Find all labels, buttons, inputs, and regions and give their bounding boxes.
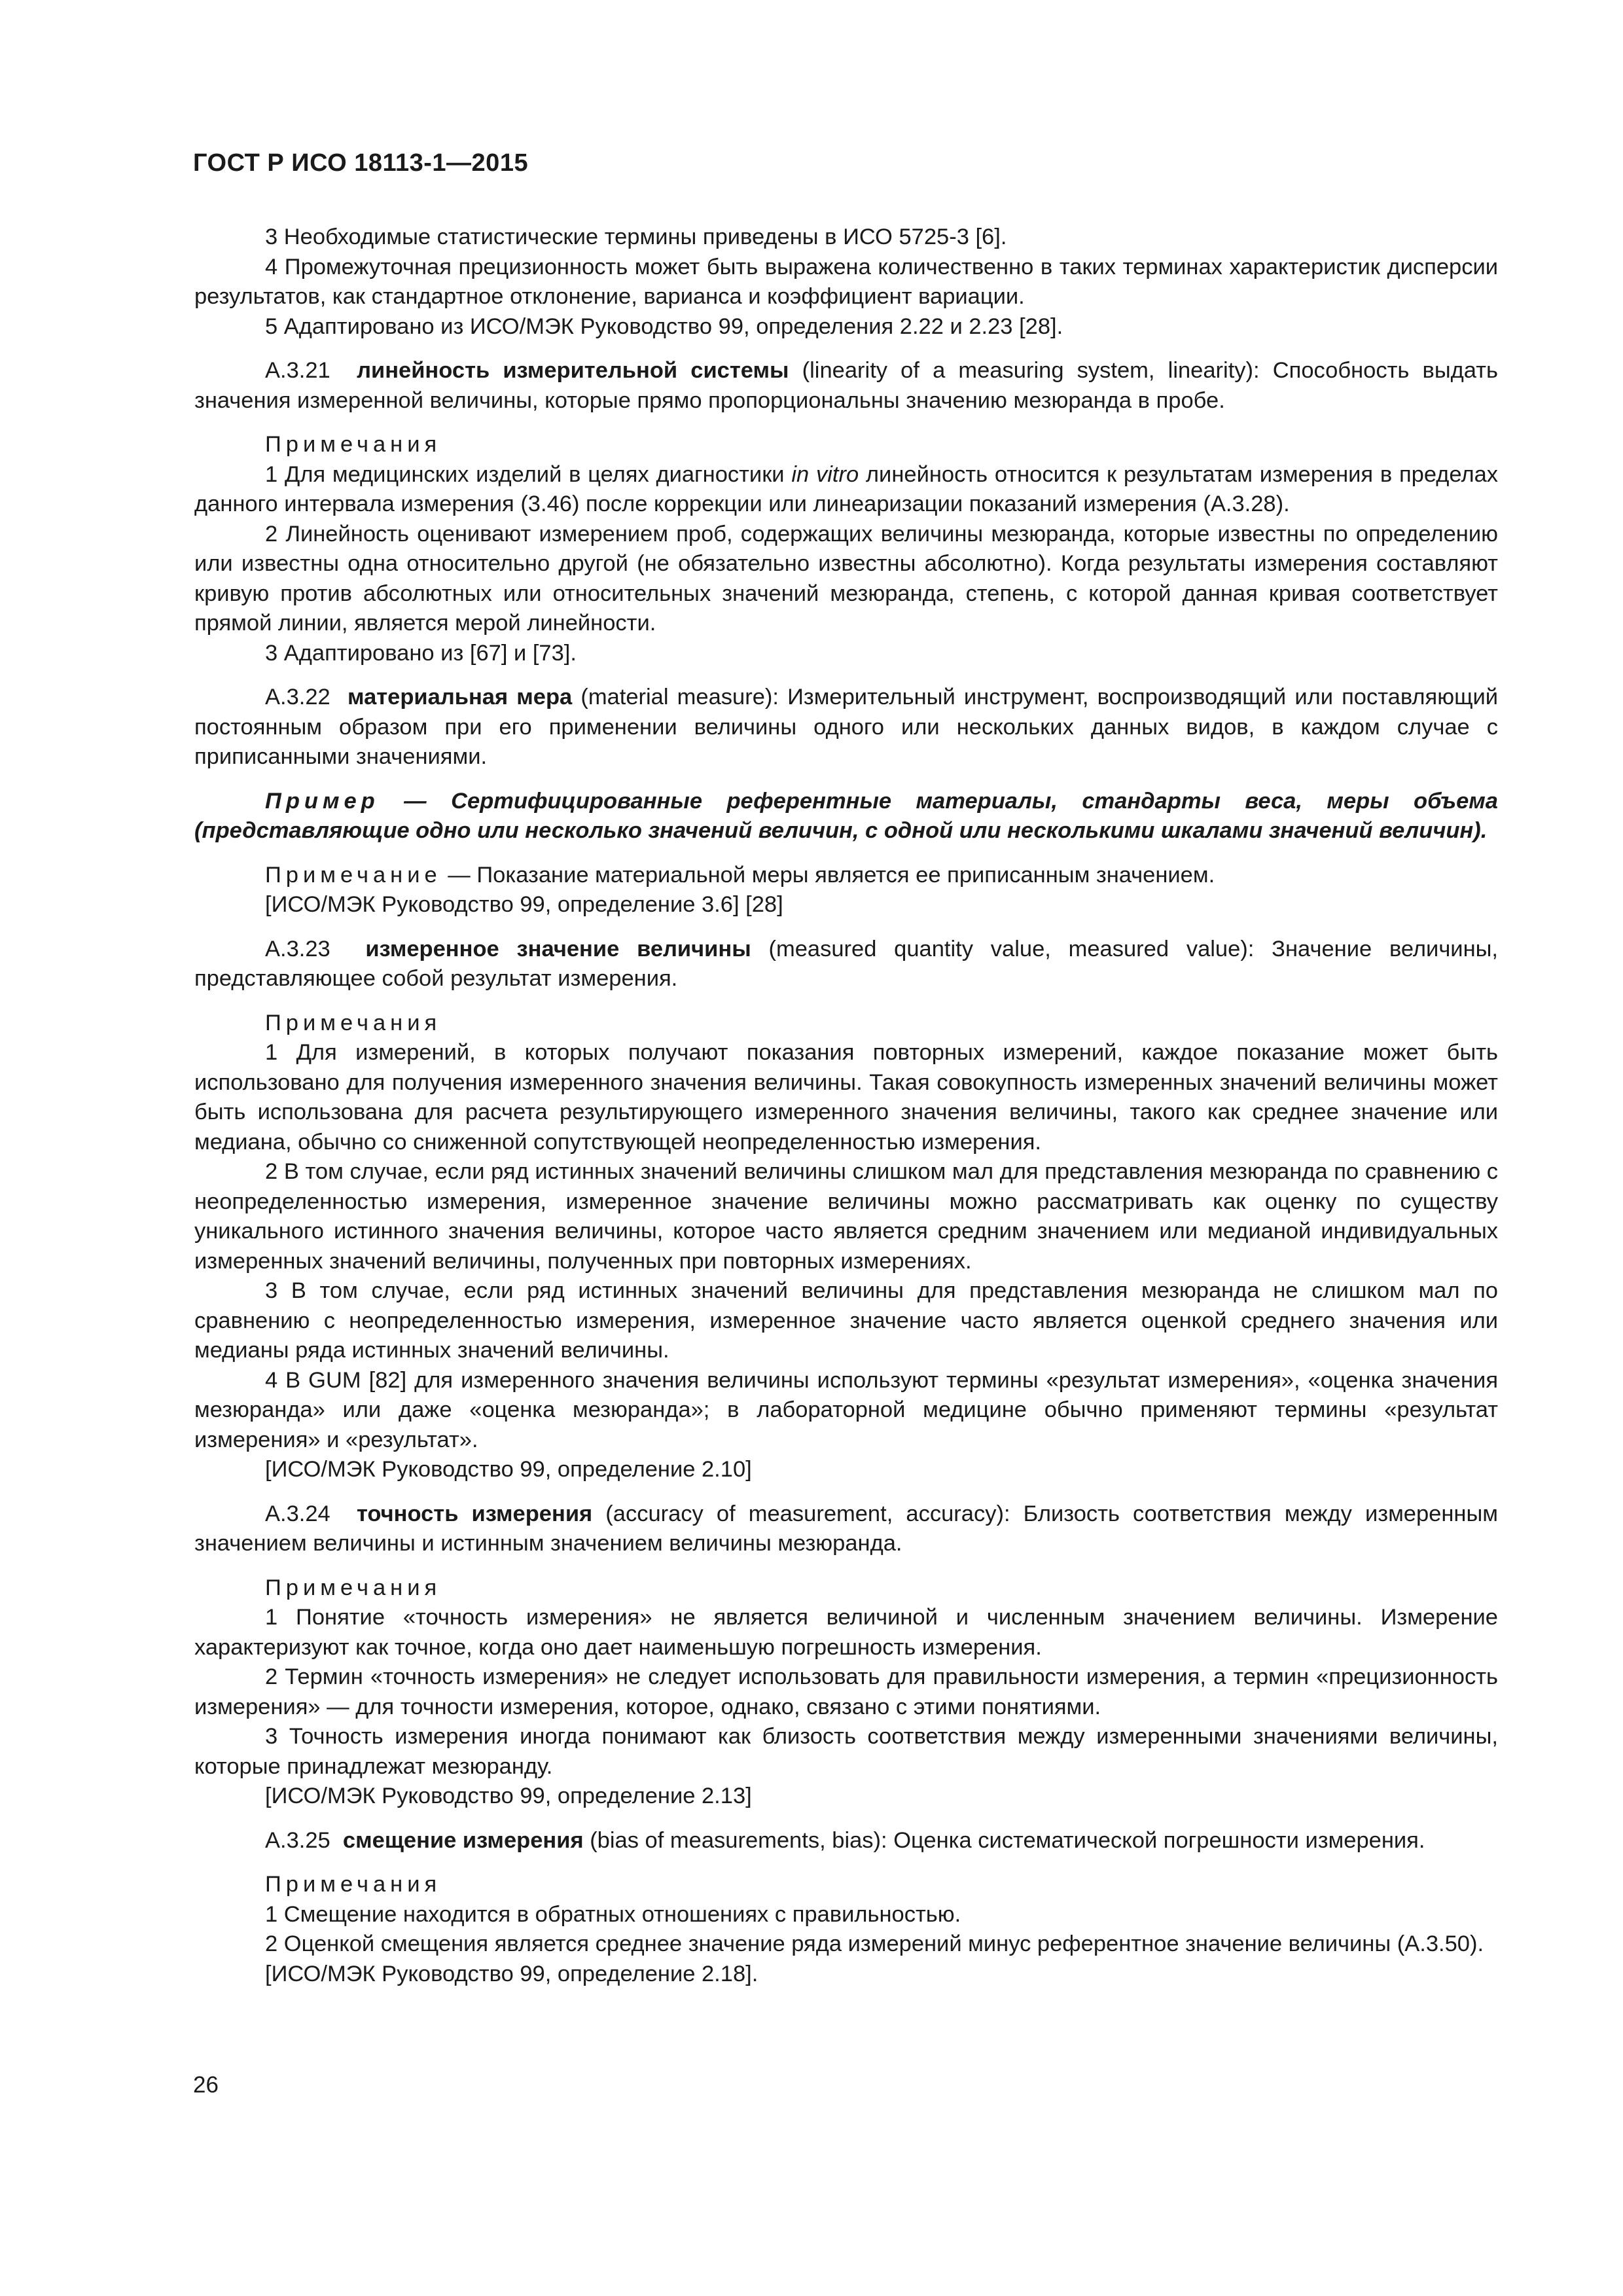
reference: [ИСО/МЭК Руководство 99, определение 2.10] bbox=[265, 1457, 752, 1482]
note-4: 4 Промежуточная прецизионность может быть выражена количественно в таких терминах характеристик дисперсии результатов, как стандартное отклонение, варианса и коэффициент вариации. bbox=[194, 254, 1498, 309]
note-text: — Показание материальной меры является ее приписанным значением. bbox=[441, 862, 1215, 888]
note-3: 3 Необходимые статистические термины приведены в ИСО 5725-3 [6]. bbox=[265, 224, 1007, 249]
definition-text: (material measure): Измерительный инструмент, воспроизводящий или поставляющий постоянным образом при его применении величины одного или нескольких данных видов, в каждом случае с приписанными значениями. bbox=[194, 685, 1499, 769]
definition-text: (bias of measurements, bias): Оценка систематической погрешности измерения. bbox=[590, 1827, 1425, 1853]
term: точность измерения bbox=[356, 1501, 593, 1526]
note-2: 2 Оценкой смещения является среднее значение ряда измерений минус референтное значение величины (А.3.50). bbox=[265, 1931, 1484, 1956]
example bbox=[194, 787, 1498, 846]
note-5: 5 Адаптировано из ИСО/МЭК Руководство 99, определения 2.22 и 2.23 [28]. bbox=[265, 314, 1063, 339]
definition-a-3-25 bbox=[194, 1826, 1498, 1856]
clause-number: А.3.21 bbox=[265, 358, 330, 383]
note-1: 1 Понятие «точность измерения» не является величиной и численным значением величины. Измерение характеризуют как точное, когда оно дает наименьшую погрешность измерения. bbox=[194, 1605, 1498, 1660]
document-body bbox=[194, 223, 1498, 1989]
clause-number: А.3.22 bbox=[265, 685, 330, 709]
reference: [ИСО/МЭК Руководство 99, определение 3.6] [28] bbox=[265, 892, 783, 917]
notes-label: Примечания bbox=[265, 432, 442, 457]
definition-a-3-21 bbox=[194, 356, 1498, 416]
reference: [ИСО/МЭК Руководство 99, определение 2.13] bbox=[265, 1784, 752, 1808]
term: смещение измерения bbox=[342, 1827, 584, 1853]
definition-a-3-23 bbox=[194, 935, 1498, 994]
clause-number: А.3.23 bbox=[265, 936, 330, 961]
note-1: 1 Смещение находится в обратных отношениях с правильностью. bbox=[265, 1901, 961, 1927]
notes-label: Примечания bbox=[265, 1872, 442, 1897]
definition-text: (accuracy of measurement, accuracy): Близость соответствия между измеренным значением величины и истинным значением величины мезюранда. bbox=[194, 1501, 1498, 1556]
note-label: Примечание bbox=[265, 862, 442, 888]
example-label: Пример bbox=[265, 788, 380, 814]
page-number: 26 bbox=[193, 2072, 219, 2098]
term: линейность измерительной системы bbox=[357, 358, 789, 383]
note-3: 3 В том случае, если ряд истинных значений величины для представления мезюранда не слишком мал по сравнению с неопределенностью измерения, измеренное значение часто является оценкой среднего значения или медианы ряда истинных значений величины. bbox=[194, 1278, 1498, 1363]
notes-label: Примечания bbox=[265, 1010, 442, 1035]
notes-label: Примечания bbox=[265, 1575, 442, 1600]
term: измеренное значение величины bbox=[365, 936, 751, 961]
definition-text: (measured quantity value, measured value): Значение величины, представляющее собой результат измерения. bbox=[194, 936, 1499, 991]
note-2: 2 Термин «точность измерения» не следует использовать для правильности измерения, а термин «прецизионность измерения» — для точности измерения, которое, однако, связано с этими понятиями. bbox=[194, 1664, 1498, 1719]
note-3: 3 Адаптировано из [67] и [73]. bbox=[265, 640, 577, 666]
note-4: 4 В GUM [82] для измеренного значения величины используют термины «результат измерения», «оценка значения мезюранда» или даже «оценка мезюранда»; в лабораторной медицине обычно применяют термины «результат измерения» и «результат». bbox=[194, 1367, 1498, 1452]
note-1: 1 Для медицинских изделий в целях диагностики in vitro линейность относится к результатам измерения в пределах данного интервала измерения (3.46) после коррекции или линеаризации показаний измерения (А.3.28). bbox=[194, 461, 1499, 516]
clause-number: А.3.24 bbox=[265, 1501, 330, 1526]
reference: [ИСО/МЭК Руководство 99, определение 2.18]. bbox=[265, 1961, 758, 1986]
note-1: 1 Для измерений, в которых получают показания повторных измерений, каждое показание может быть использовано для получения измеренного значения величины. Такая совокупность измеренных значений величины может быть использована для расчета результирующего измеренного значения величины, такого как среднее значение или медиана, обычно со сниженной сопутствующей неопределенностью измерения. bbox=[194, 1040, 1498, 1155]
term: материальная мера bbox=[348, 685, 573, 709]
note-2: 2 В том случае, если ряд истинных значений величины слишком мал для представления мезюранда по сравнению с неопределенностью измерения, измеренное значение величины можно рассматривать как оценку по существу уникального истинного значения величины, которое часто является средним значением или медианой индивидуальных измеренных значений величины, полученных при повторных измерениях. bbox=[194, 1159, 1498, 1274]
example-text: — Сертифицированные референтные материалы, стандарты веса, меры объема (представляющие одно или несколько значений величин, с одной или несколькими шкалами значений величин). bbox=[194, 788, 1498, 843]
definition-a-3-22 bbox=[194, 683, 1498, 772]
clause-number: А.3.25 bbox=[265, 1827, 330, 1853]
note-3: 3 Точность измерения иногда понимают как близость соответствия между измеренными значениями величины, которые принадлежат мезюранду. bbox=[194, 1724, 1498, 1779]
note-2: 2 Линейность оценивают измерением проб, содержащих величины мезюранда, которые известны по определению или известны одна относительно другой (не обязательно известны абсолютно). Когда результаты измерения составляют кривую против абсолютных или относительных значений мезюранда, степень, с которой данная кривая соответствует прямой линии, является мерой линейности. bbox=[194, 521, 1498, 636]
definition-a-3-24 bbox=[194, 1499, 1498, 1559]
italic-term: in vitro bbox=[791, 461, 859, 487]
document-header: ГОСТ Р ИСО 18113-1—2015 bbox=[193, 149, 529, 177]
definition-text: (linearity of a measuring system, linearity): Способность выдать значения измеренной величины, которые прямо пропорциональны значению мезюранда в пробе. bbox=[194, 358, 1499, 413]
note bbox=[194, 861, 1498, 891]
